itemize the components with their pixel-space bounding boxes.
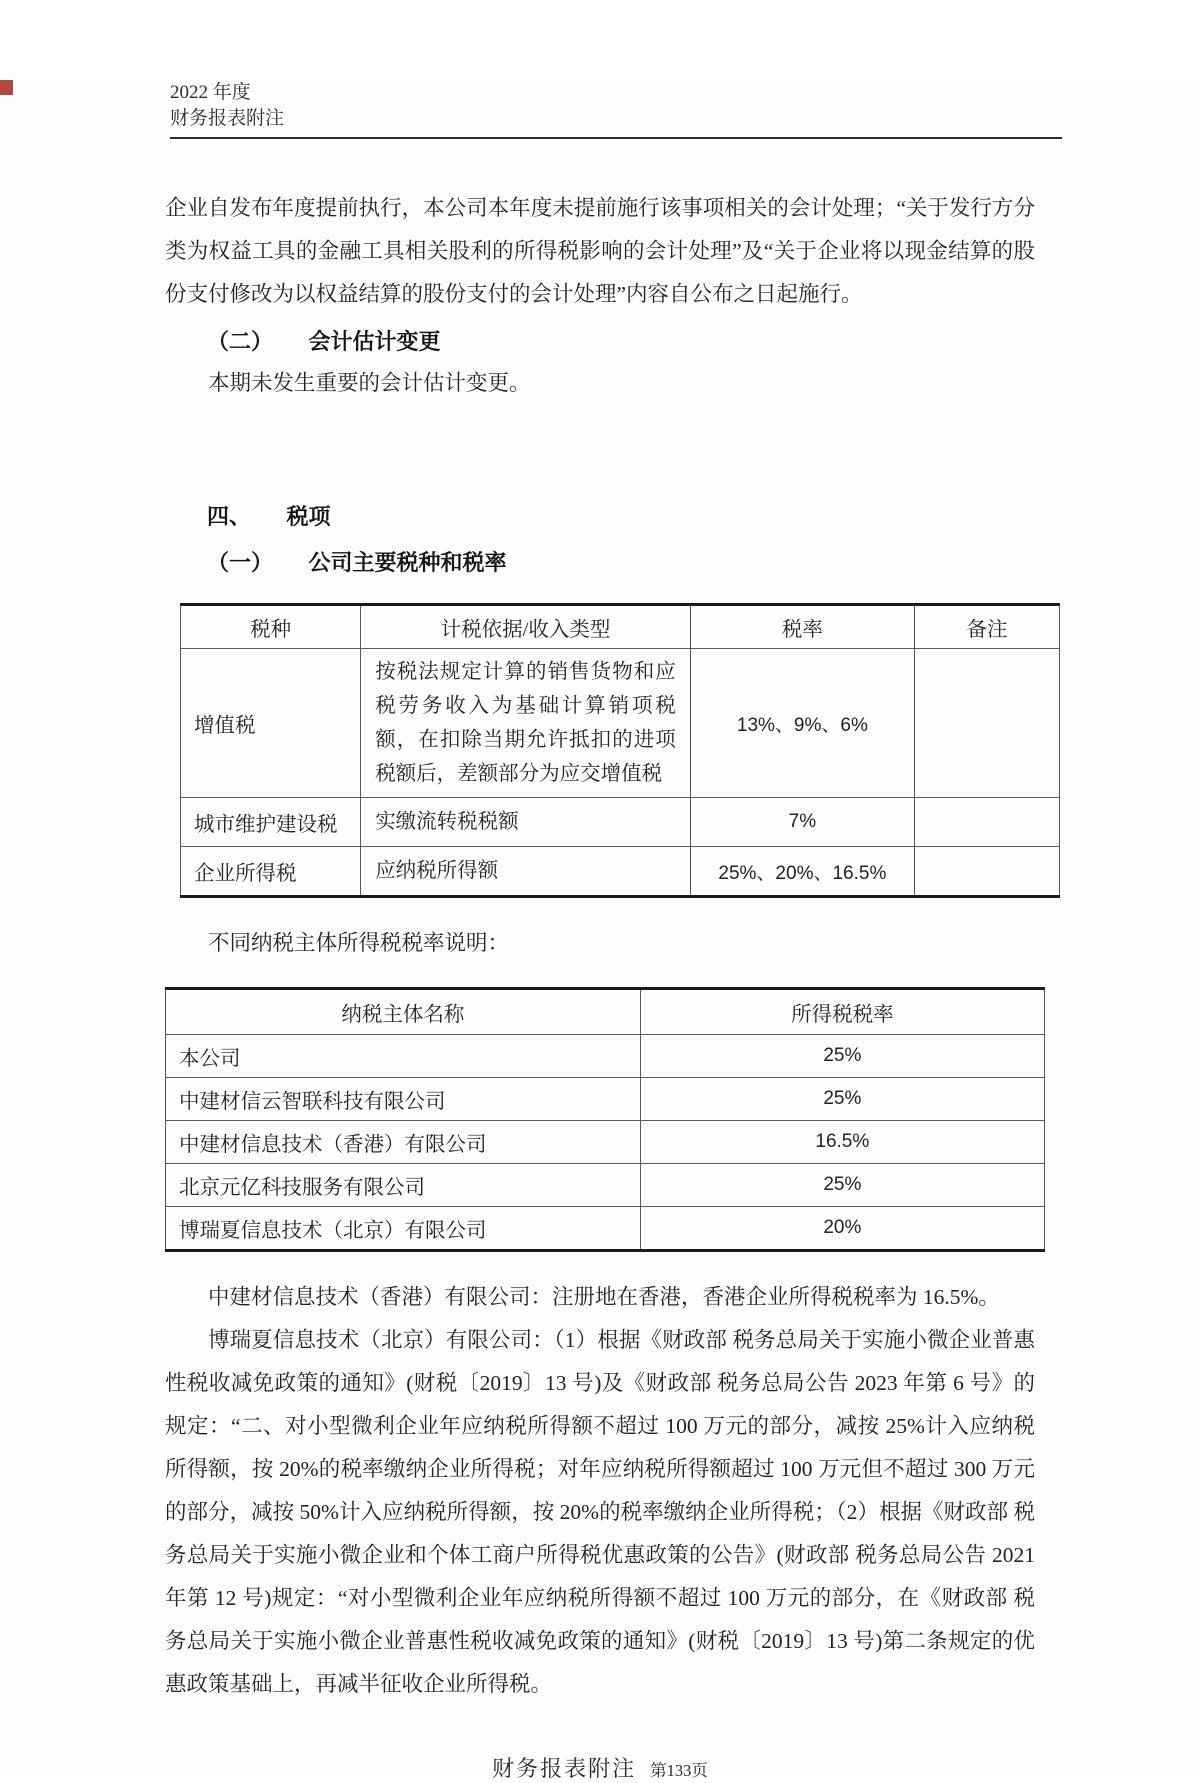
paragraph-no-estimate-change: 本期未发生重要的会计估计变更。	[208, 371, 531, 395]
heading-number: （二）	[207, 329, 274, 354]
col-header-tax-type: 税种	[181, 605, 361, 649]
table-header-row	[181, 605, 1060, 649]
page-content	[165, 187, 1035, 1783]
heading-main-taxes-and-rates	[165, 543, 1035, 583]
col-header-entity-name: 纳税主体名称	[166, 989, 641, 1035]
table-row	[166, 1078, 1045, 1121]
cell-tax-basis: 应纳税所得额	[361, 847, 691, 897]
paragraph-hk-rate: 中建材信息技术（香港）有限公司：注册地在香港，香港企业所得税税率为 16.5%。	[208, 1285, 1000, 1309]
header-doc-line: 财务报表附注	[170, 108, 285, 129]
heading-number: （一）	[207, 550, 274, 575]
cell-entity-name: 中建材信云智联科技有限公司	[166, 1078, 641, 1121]
section-gap	[165, 405, 1035, 491]
cell-tax-type: 企业所得税	[181, 847, 361, 897]
cell-tax-basis: 实缴流转税税额	[361, 798, 691, 847]
cell-entity-name: 中建材信息技术（香港）有限公司	[166, 1121, 641, 1164]
paragraph-brx-policy: 博瑞夏信息技术（北京）有限公司：（1）根据《财政部 税务总局关于实施小微企业普惠性税收减免政策的通知》(财税〔2019〕13 号)及《财政部 税务总局公告 2023 年第 6 号》的规定：“二、对小型微利企业年应纳税所得额不超过 100 万元的部分，减按 25%计入应纳税所得额，按 20%的税率缴纳企业所得税；对年应纳税所得额超过 100 万元但不超过 300 万元的部分，减按 50%计入应纳税所得额，按 20%的税率缴纳企业所得税；（2）根据《财政部 税务总局关于实施小微企业和个体工商户所得税优惠政策的公告》(财政部 税务总局公告 2021 年第 12 号)规定：“对小型微利企业年应纳税所得额不超过 100 万元的部分，在《财政部 税务总局关于实施小微企业普惠性税收减免政策的通知》(财税〔2019〕13 号)第二条规定的优惠政策基础上，再减半征收企业所得税。	[165, 1328, 1035, 1696]
paragraph-rate-note-intro: 不同纳税主体所得税税率说明：	[208, 931, 510, 955]
cell-remark	[914, 649, 1059, 798]
heading-number: 四、	[207, 504, 252, 529]
table-row	[166, 1035, 1045, 1078]
footer-doc-title: 财务报表附注	[492, 1756, 637, 1781]
table-row	[181, 798, 1060, 847]
cell-tax-type: 城市维护建设税	[181, 798, 361, 847]
cell-entity-name: 本公司	[166, 1035, 641, 1078]
page-header	[170, 80, 1062, 139]
table-row	[166, 1164, 1045, 1207]
cell-tax-basis: 按税法规定计算的销售货物和应税劳务收入为基础计算销项税额，在扣除当期允许抵扣的进项税额后，差额部分为应交增值税	[361, 649, 691, 798]
cell-income-tax-rate: 25%	[640, 1035, 1044, 1078]
document-page	[0, 80, 1200, 1779]
cell-income-tax-rate: 20%	[640, 1207, 1044, 1251]
red-corner-mark	[0, 80, 13, 95]
table-row	[181, 847, 1060, 897]
table-row	[166, 1121, 1045, 1164]
cell-tax-rate: 7%	[690, 798, 914, 847]
cell-entity-name: 博瑞夏信息技术（北京）有限公司	[166, 1207, 641, 1251]
cell-income-tax-rate: 16.5%	[640, 1121, 1044, 1164]
col-header-tax-basis: 计税依据/收入类型	[361, 605, 691, 649]
cell-tax-rate: 13%、9%、6%	[690, 649, 914, 798]
cell-remark	[914, 847, 1059, 897]
cell-tax-rate: 25%、20%、16.5%	[690, 847, 914, 897]
cell-income-tax-rate: 25%	[640, 1078, 1044, 1121]
tax-rate-table	[180, 603, 1060, 898]
page-footer	[165, 1752, 1035, 1783]
cell-entity-name: 北京元亿科技服务有限公司	[166, 1164, 641, 1207]
paragraph-accounting-treatment: 企业自发布年度提前执行，本公司本年度未提前施行该事项相关的会计处理；“关于发行方分类为权益工具的金融工具相关股利的所得税影响的会计处理”及“关于企业将以现金结算的股份支付修改为以权益结算的股份支付的会计处理”内容自公布之日起施行。	[165, 196, 1035, 306]
heading-accounting-estimate-change	[165, 322, 1035, 362]
col-header-income-tax-rate: 所得税税率	[640, 989, 1044, 1035]
entity-income-tax-table	[165, 987, 1045, 1252]
heading-taxes	[165, 497, 1035, 537]
heading-title: 会计估计变更	[308, 329, 441, 354]
col-header-tax-rate: 税率	[690, 605, 914, 649]
footer-page-number: 第133页	[650, 1761, 708, 1780]
heading-title: 公司主要税种和税率	[308, 550, 507, 575]
cell-tax-type: 增值税	[181, 649, 361, 798]
table-row	[181, 649, 1060, 798]
heading-title: 税项	[286, 504, 331, 529]
header-year-line: 2022 年度	[170, 82, 251, 103]
col-header-remark: 备注	[914, 605, 1059, 649]
table-row	[166, 1207, 1045, 1251]
cell-remark	[914, 798, 1059, 847]
table-header-row	[166, 989, 1045, 1035]
cell-income-tax-rate: 25%	[640, 1164, 1044, 1207]
